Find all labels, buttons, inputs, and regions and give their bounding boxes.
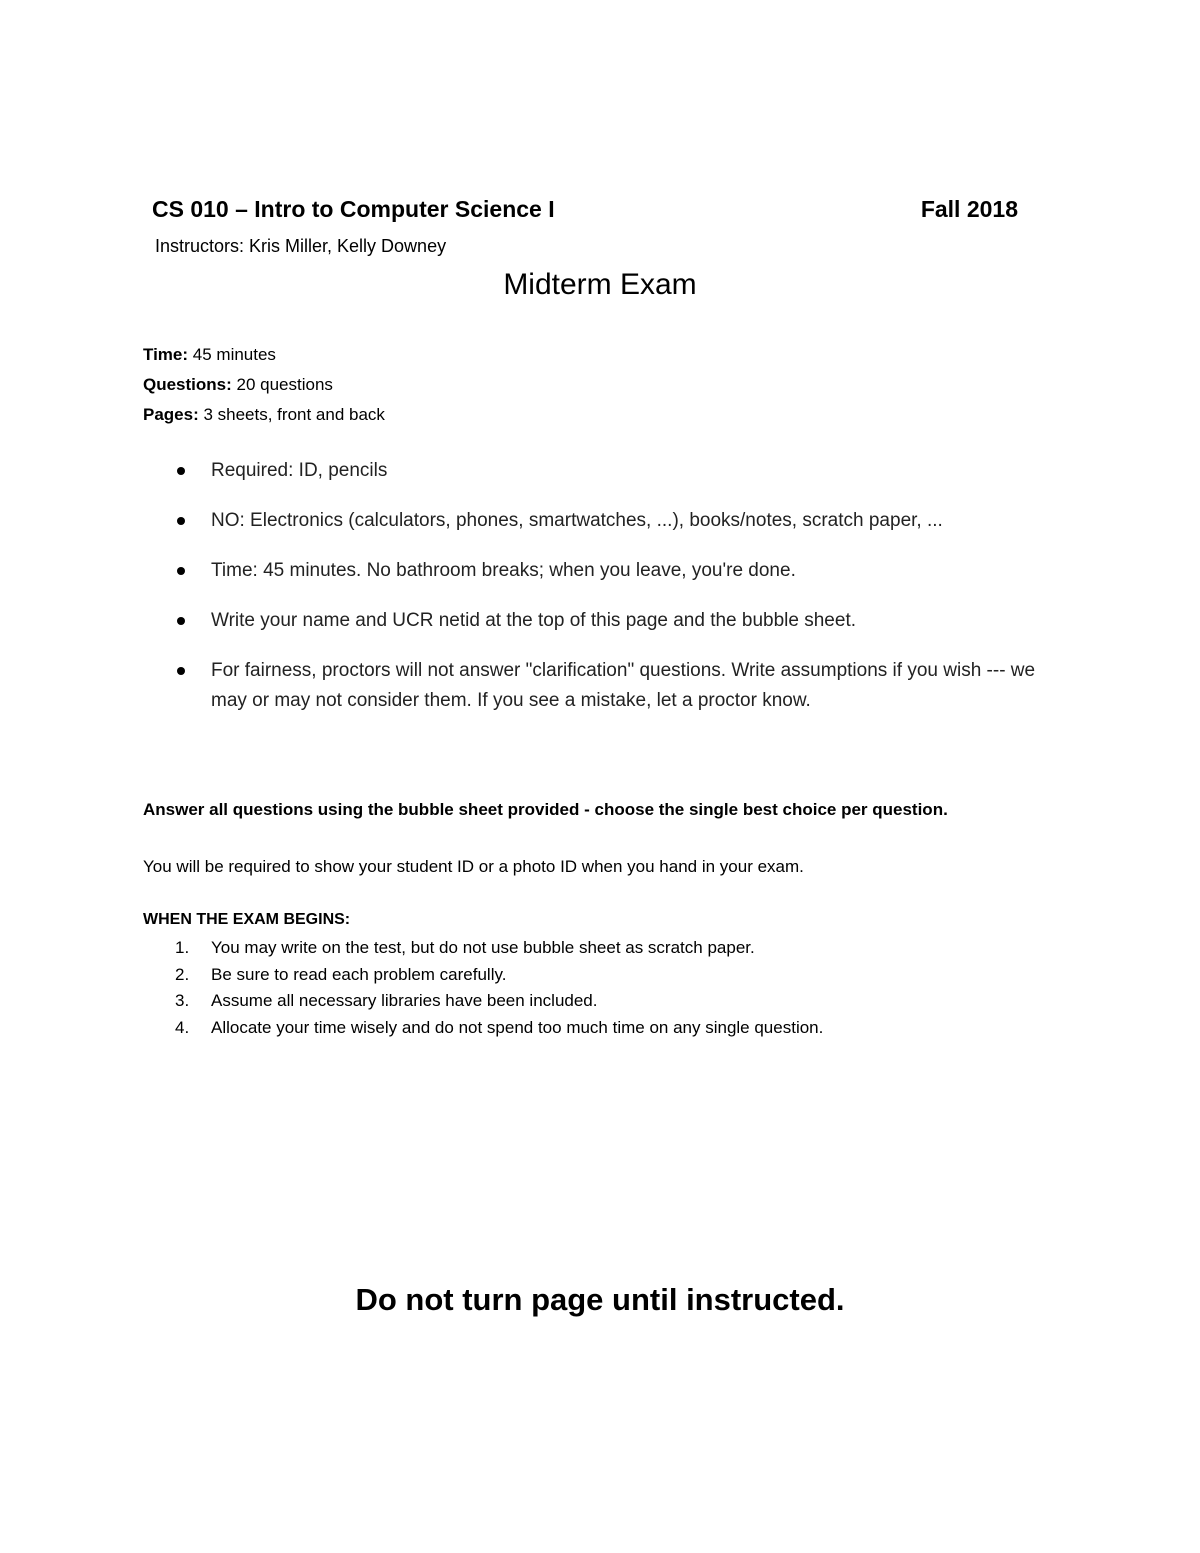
bullet-icon [177, 517, 185, 525]
id-requirement-note: You will be required to show your student ID or a photo ID when you hand in your exam. [143, 857, 804, 876]
term-label: Fall 2018 [920, 196, 1018, 222]
info-value: 20 questions [231, 375, 333, 394]
course-title: CS 010 – Intro to Computer Science I [152, 196, 555, 222]
bullet-icon [177, 667, 185, 675]
rule-item [175, 456, 1075, 486]
step-item [175, 962, 823, 989]
rule-text: For fairness, proctors will not answer "clarification" questions. Write assumptions if you wish --- we may or may not consider them. If you see a mistake, let a proctor know. [211, 660, 1036, 711]
answer-instructions: Answer all questions using the bubble sheet provided - choose the single best choice per question. [143, 800, 948, 819]
step-text: Allocate your time wisely and do not spend too much time on any single question. [211, 1017, 824, 1037]
exam-steps-list [175, 935, 823, 1041]
instructors-line: Instructors: Kris Miller, Kelly Downey [155, 236, 447, 256]
rule-item [175, 556, 1075, 586]
rule-text: Time: 45 minutes. No bathroom breaks; when you leave, you're done. [211, 560, 796, 581]
exam-rules-list [175, 456, 1075, 736]
step-text: Be sure to read each problem carefully. [211, 964, 507, 984]
step-number: 4. [175, 1017, 190, 1037]
rule-text: Write your name and UCR netid at the top of this page and the bubble sheet. [211, 610, 856, 631]
step-text: Assume all necessary libraries have been included. [211, 991, 598, 1010]
step-number: 1. [175, 938, 190, 957]
info-time [143, 340, 385, 370]
bullet-icon [177, 567, 185, 575]
rule-text: Required: ID, pencils [211, 460, 388, 481]
info-label: Questions: [143, 375, 232, 394]
step-number: 3. [175, 991, 190, 1010]
info-label: Time: [143, 345, 189, 364]
rule-item [175, 506, 1075, 536]
rule-item [175, 656, 1075, 716]
exam-info [143, 340, 385, 430]
step-item [175, 988, 823, 1015]
info-questions [143, 370, 385, 400]
info-pages [143, 400, 385, 430]
step-item [175, 935, 823, 962]
do-not-turn-notice: Do not turn page until instructed. [355, 1282, 845, 1317]
step-text: You may write on the test, but do not use bubble sheet as scratch paper. [211, 938, 755, 957]
info-value: 3 sheets, front and back [198, 405, 385, 424]
bullet-icon [177, 617, 185, 625]
rule-text: NO: Electronics (calculators, phones, smartwatches, ...), books/notes, scratch paper, ... [211, 510, 943, 531]
info-label: Pages: [143, 405, 199, 424]
course-header [152, 192, 1018, 226]
exam-begins-heading: WHEN THE EXAM BEGINS: [143, 911, 351, 928]
rule-item [175, 606, 1075, 636]
exam-title: Midterm Exam [503, 268, 697, 301]
info-value: 45 minutes [188, 345, 276, 364]
bullet-icon [177, 467, 185, 475]
step-number: 2. [175, 964, 190, 984]
step-item [175, 1015, 823, 1042]
